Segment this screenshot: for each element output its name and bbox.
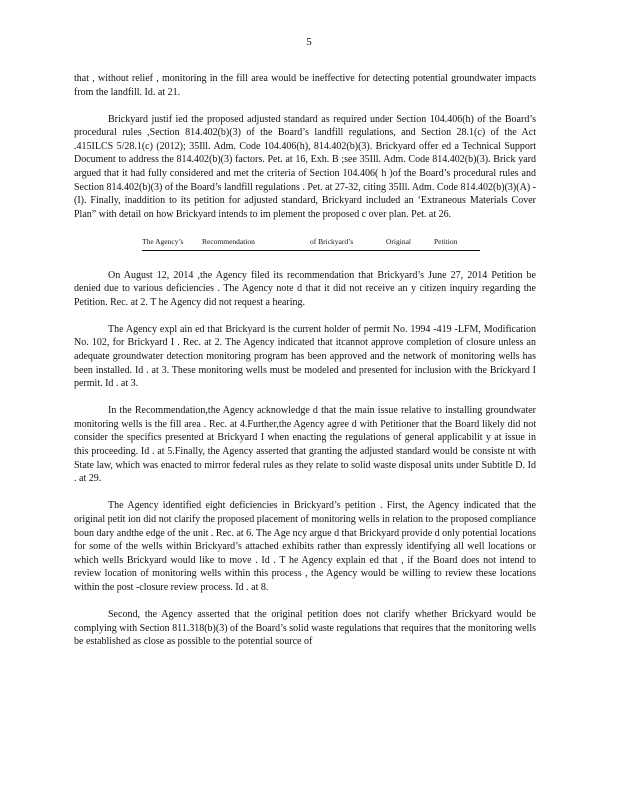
- section-heading-word: of Brickyard’s: [310, 236, 354, 246]
- paragraph-second-deficiency: Second, the Agency asserted that the original petition does not clarify whether Brickyard would be complying with Section 811.318(b)(3) of the Board’s solid waste regulations that requires that the monitoring wells be established as close as possible to the potential source of: [74, 609, 536, 648]
- section-heading-word: Original: [386, 236, 411, 246]
- paragraph-agency-explained: The Agency expl ain ed that Brickyard is the current holder of permit No. 1994 -419 -LFM, Modification No. 102, for Brickyard I . Rec. at 2. The Agency indicated that itcannot approve completion of closure unless an adequate groundwater detection monitoring program has been approved and the network of monitoring wells has been installed. Id . at 3. These monitoring wells must be modeled and presented for inclusion with the Brickyard I permit. Id . at 3.: [74, 323, 536, 390]
- page-number: 5: [306, 36, 312, 48]
- paragraph-continuation: that , without relief , monitoring in the fill area would be ineffective for detecting potential groundwater impacts from the landfill. Id. at 21.: [74, 73, 536, 98]
- paragraph-recommendation: In the Recommendation,the Agency acknowledge d that the main issue relative to installing groundwater monitoring wells is the fill area . Rec. at 4.Further,the Agency agree d with Petitioner that the Board likely did not consider the specifics presented at Brickyard I when enacting the regulations of general applicabilit y at issue in this proceeding. Id . at 5.Finally, the Agency asserted that granting the adjusted standard would be consiste nt with State law, which was enacted to mirror federal rules as they relate to solid waste disposal units under Subtitle D. Id . at 29.: [74, 405, 536, 485]
- paragraph-agency-filed: On August 12, 2014 ,the Agency filed its recommendation that Brickyard’s June 27, 2014 Petition be denied due to various deficiencies . The Agency note d that it did not receive an y citizen inquiry regarding the Petition. Rec. at 2. T he Agency did not request a hearing.: [74, 269, 536, 308]
- section-heading-word: Recommendation: [202, 236, 255, 246]
- section-heading: [74, 235, 536, 251]
- page-body: [74, 72, 536, 662]
- paragraph-brickyard-justification: Brickyard justif ied the proposed adjusted standard as required under Section 104.406(h) of the Board’s procedural rules ,Section 814.402(b)(3) of the Board’s landfill regulations, and Section 28.1(c) of the Act .415ILCS 5/28.1(c) (2012); 35Ill. Adm. Code 104.406(h), 814.402(b)(3). Brickyard offer ed a Technical Support Document to address the 814.402(b)(3) factors. Pet. at 16, Exh. B ;see 35Ill. Adm. Code 814.402(b)(3). Brick yard argued that it had fully considered and met the criteria of Section 104.406( h )of the Board’s procedural rules and Section 814.402(b)(3) of the Board’s landfill regulations . Pet. at 27-32, citing 35Ill. Adm. Code 814.402(b)(3)(A) -(I). Finally, inaddition to its petition for adjusted standard, Brickyard included an ‘Extraneous Materials Cover Plan” with detail on how Brickyard intends to im plement the proposed c over plan. Pet. at 26.: [74, 113, 536, 220]
- section-heading-underline: [142, 235, 480, 251]
- section-heading-word: The Agency’s: [142, 236, 184, 246]
- section-heading-word: Petition: [434, 236, 458, 246]
- paragraph-deficiencies: The Agency identified eight deficiencies in Brickyard’s petition . First, the Agency indicated that the original petit ion did not clarify the proposed placement of monitoring wells in relation to the proposed compliance boun dary andthe edge of the unit . Rec. at 6. The Age ncy argue d that Brickyard provide d only potential locations for some of the wells within Brickyard’s attached exhibits rather than expressly identifying all well locations or which wells Brickyard would like to move . Id . T he Agency explain ed that , if the Board does not intend to review location of monitoring wells within this process , the Agency would be willing to review these locations within the post -closure review process. Id . at 8.: [74, 500, 537, 593]
